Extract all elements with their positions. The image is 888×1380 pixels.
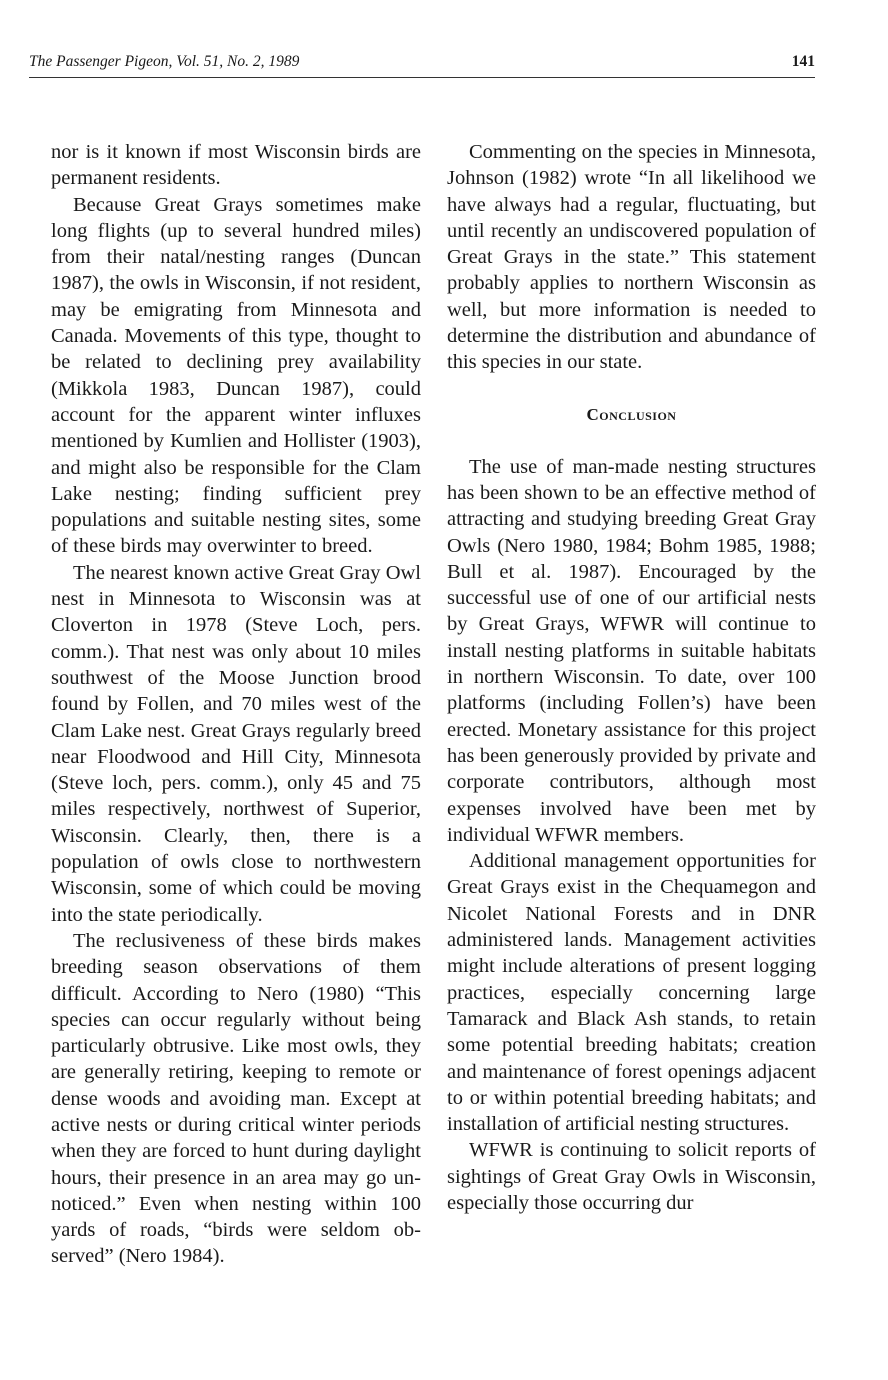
header-rule: [29, 77, 815, 78]
page-number: 141: [791, 53, 815, 70]
left-column: [51, 139, 421, 1270]
paragraph: Commenting on the species in Minnesota, Johnson (1982) wrote “In all likelihood we have always had a regular, fluctuating, but until recently an undiscovered population of Great Grays in the state.” This statement probably applies to northern Wisconsin as well, but more information is needed to determine the distribution and abundance of this species in our state.: [447, 141, 816, 374]
paragraph: The nearest known active Great Gray Owl nest in Minnesota to Wisconsin was at Cloverton in 1978 (Steve Loch, pers. comm.). That nest was only about 10 miles southwest of the Moose Junction brood found by Follen, and 70 miles west of the Clam Lake nest. Great Grays regularly breed near Floodwood and Hill City, Minnesota (Steve loch, pers. comm.), only 45 and 75 miles respectively, northwest of Superior, Wisconsin. Clearly, then, there is a population of owls close to northwestern Wisconsin, some of which could be moving into the state periodically.: [51, 561, 421, 926]
paragraph: nor is it known if most Wisconsin birds are permanent residents.: [51, 141, 421, 190]
paragraph: Additional management opportunities for Great Grays exist in the Chequamegon and Nicolet National Forests and in DNR administered lands. Management activities might include alterations of present logging practices, especially concerning large Tamarack and Black Ash stands, to retain some potential breeding habitats; creation and maintenance of forest openings adjacent to or within potential breeding habitats; and installation of artificial nesting structures.: [447, 850, 816, 1136]
running-header: [29, 52, 815, 76]
paragraph: WFWR is continuing to solicit reports of sightings of Great Gray Owls in Wisconsin, especially those occurring dur: [447, 1139, 816, 1214]
right-column: [447, 139, 816, 1216]
paragraph: The reclusiveness of these birds makes breeding season observations of them difficult. According to Nero (1980) “This species can occur regularly without being particularly obtrusive. Like most owls, they are generally retiring, keeping to remote or dense woods and avoiding man. Except at active nests or during critical winter periods when they are forced to hunt during daylight hours, their presence in an area may go unnoticed.” Even when nesting within 100 yards of roads, “birds were seldom observed” (Nero 1984).: [51, 929, 421, 1268]
journal-citation: The Passenger Pigeon, Vol. 51, No. 2, 1989: [29, 53, 300, 70]
paragraph: The use of man-made nesting structures has been shown to be an effective method of attracting and studying breeding Great Gray Owls (Nero 1980, 1984; Bohm 1985, 1988; Bull et al. 1987). Encouraged by the successful use of one of our artificial nests by Great Grays, WFWR will continue to install nesting platforms in suitable habitats in northern Wisconsin. To date, over 100 platforms (including Follen’s) have been erected. Monetary assistance for this project has been generously provided by private and corporate contributors, although most expenses involved have been met by individual WFWR members.: [447, 455, 816, 846]
paragraph: Because Great Grays sometimes make long flights (up to several hundred miles) from their natal/nesting ranges (Duncan 1987), the owls in Wisconsin, if not resident, may be emigrating from Minnesota and Canada. Movements of this type, thought to be related to declining prey availability (Mikkola 1983, Duncan 1987), could account for the apparent winter influxes mentioned by Kumlien and Hollister (1903), and might also be responsible for the Clam Lake nesting; finding sufficient prey populations and suitable nesting sites, some of these birds may overwinter to breed.: [51, 193, 421, 558]
section-heading: Conclusion: [586, 404, 677, 424]
